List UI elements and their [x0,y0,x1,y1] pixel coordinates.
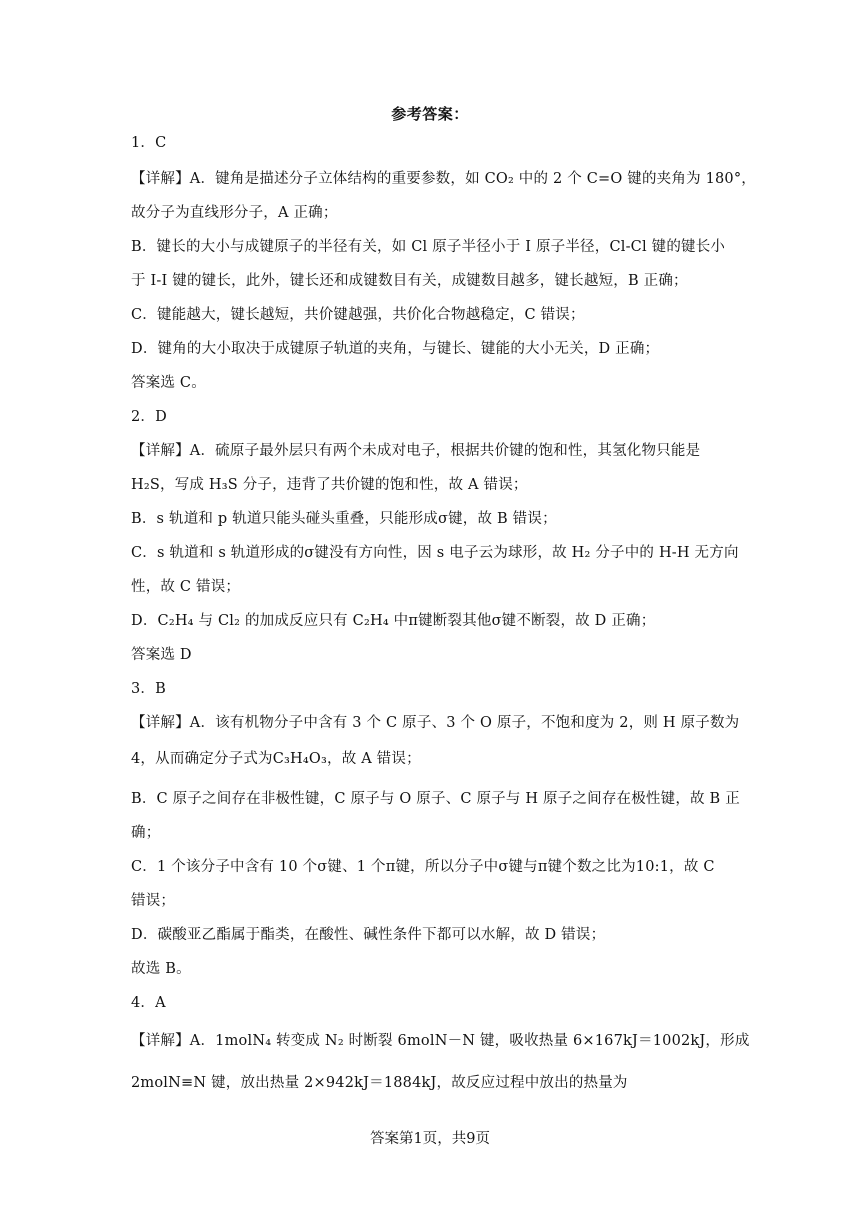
answer-number-2: 2．D [131,409,167,425]
explanation-line: 故分子为直线形分子，A 正确； [131,205,338,221]
page-title: 参考答案： [391,105,469,123]
explanation-line: B．s 轨道和 p 轨道只能头碰头重叠，只能形成σ键，故 B 错误； [131,511,557,527]
explanation-line: C．1 个该分子中含有 10 个σ键、1 个π键，所以分子中σ键与π键个数之比为10:1，故 C [131,859,715,875]
explanation-line: 【详解】A．硫原子最外层只有两个未成对电子，根据共价键的饱和性，其氢化物只能是 [131,443,701,459]
answer-number-3: 3．B [131,681,166,697]
answer-number-4: 4．A [131,995,166,1011]
explanation-line: 于 I-I 键的键长，此外，键长还和成键数目有关，成键数目越多，键长越短，B 正确； [131,273,688,289]
answer-number-1: 1．C [131,135,167,151]
explanation-line: 性，故 C 错误； [131,579,241,595]
answer-conclusion: 答案选 C。 [131,375,206,391]
explanation-line: D．碳酸亚乙酯属于酯类，在酸性、碱性条件下都可以水解，故 D 错误； [131,927,606,943]
explanation-line: 错误； [131,893,176,909]
explanation-line: C．s 轨道和 s 轨道形成的σ键没有方向性，因 s 电子云为球形，故 H₂ 分子中的 H-H 无方向 [131,545,739,561]
explanation-line: H₂S，写成 H₃S 分子，违背了共价键的饱和性，故 A 错误； [131,477,528,493]
explanation-line: 【详解】A．1molN₄ 转变成 N₂ 时断裂 6molN－N 键，吸收热量 6×167kJ＝1002kJ，形成 [131,1033,750,1049]
explanation-line: D．键角的大小取决于成键原子轨道的夹角，与键长、键能的大小无关，D 正确； [131,341,660,357]
answer-conclusion: 故选 B。 [131,961,191,977]
answer-conclusion: 答案选 D [131,647,192,663]
explanation-line: B．C 原子之间存在非极性键，C 原子与 O 原子、C 原子与 H 原子之间存在极性键，故 B 正 [131,791,740,807]
explanation-line: 【详解】A．该有机物分子中含有 3 个 C 原子、3 个 O 原子，不饱和度为 2，则 H 原子数为 [131,715,740,731]
explanation-line: D．C₂H₄ 与 Cl₂ 的加成反应只有 C₂H₄ 中π键断裂其他σ键不断裂，故 D 正确； [131,613,656,629]
explanation-line: 确； [131,825,161,841]
explanation-line: 4，从而确定分子式为C₃H₄O₃，故 A 错误； [131,751,421,767]
explanation-line: C．键能越大，键长越短，共价键越强，共价化合物越稳定，C 错误； [131,307,585,323]
page-footer: 答案第1页，共9页 [370,1131,490,1147]
explanation-line: 2molN≡N 键，放出热量 2×942kJ＝1884kJ，故反应过程中放出的热量为 [131,1075,628,1091]
explanation-line: B．键长的大小与成键原子的半径有关，如 Cl 原子半径小于 I 原子半径，Cl-Cl 键的键长小 [131,239,726,255]
explanation-line: 【详解】A．键角是描述分子立体结构的重要参数，如 CO₂ 中的 2 个 C=O 键的夹角为 180°， [131,171,757,187]
